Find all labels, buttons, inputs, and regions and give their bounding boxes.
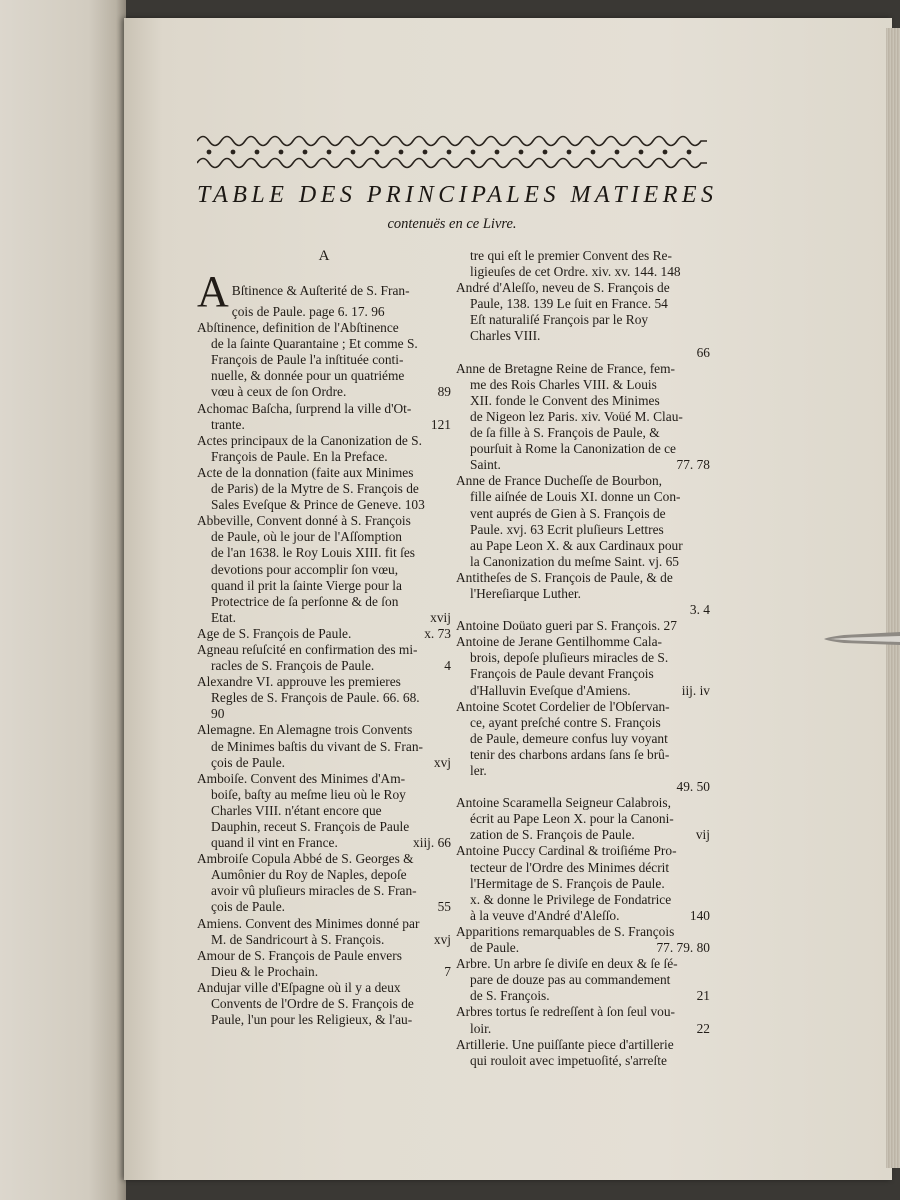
entry-text: Apparitions remarquables de S. François bbox=[456, 923, 675, 939]
entry-text: André d'Aleſſo, neveu de S. François de bbox=[456, 280, 670, 296]
index-entry-line bbox=[456, 988, 710, 1004]
entry-text: zation de S. François de Paule. bbox=[470, 827, 635, 843]
entry-text: de Nigeon lez Paris. xiv. Voüé M. Clau- bbox=[470, 408, 683, 424]
page-reference: vij bbox=[695, 827, 710, 843]
entry-text: Convents de l'Ordre de S. François de bbox=[211, 996, 414, 1012]
entry-text: me des Rois Charles VIII. & Louis bbox=[470, 376, 657, 392]
index-entry-line bbox=[197, 706, 451, 722]
entry-text: Charles VIII. n'étant encore que bbox=[211, 802, 382, 818]
entry-text: Actes principaux de la Canonization de S. bbox=[197, 432, 422, 448]
entry-text: Aumônier du Roy de Naples, depoſe bbox=[211, 867, 407, 883]
index-entry-line bbox=[456, 248, 710, 264]
index-entry-line bbox=[456, 715, 710, 731]
index-entry-line bbox=[456, 972, 710, 988]
entry-text: Ambroiſe Copula Abbé de S. Georges & bbox=[197, 851, 414, 867]
entry-text: de S. François. bbox=[470, 988, 550, 1004]
entry-text: au Pape Leon X. & aux Cardinaux pour bbox=[470, 537, 683, 553]
page-reference: iij. iv bbox=[681, 682, 710, 698]
entry-text: Paule, l'un pour les Religieux, & l'au- bbox=[211, 1012, 413, 1028]
entry-text: écrit au Pape Leon X. pour la Canoni- bbox=[470, 811, 674, 827]
index-entry-line bbox=[456, 827, 710, 843]
index-entry-line bbox=[456, 602, 710, 618]
entry-text: M. de Sandricourt à S. François. bbox=[211, 931, 385, 947]
entry-text: Antoine Doüato gueri par S. François. 27 bbox=[456, 618, 677, 634]
entry-text: pare de douze pas au commandement bbox=[470, 972, 671, 988]
entry-text: Dieu & le Prochain. bbox=[211, 963, 319, 979]
index-entry-line bbox=[456, 650, 710, 666]
entry-text bbox=[470, 779, 473, 794]
entry-text: loir. bbox=[470, 1020, 492, 1036]
index-entry-line bbox=[197, 626, 451, 642]
index-entry-line bbox=[456, 924, 710, 940]
index-entry-line bbox=[456, 554, 710, 570]
entry-text: ce, ayant preſché contre S. François bbox=[470, 714, 661, 730]
entry-text: Saint. bbox=[470, 457, 501, 473]
index-entry-line bbox=[197, 803, 451, 819]
entry-text bbox=[470, 345, 473, 360]
index-entry-line bbox=[456, 296, 710, 312]
entry-text: Alexandre VI. approuve les premieres bbox=[197, 674, 401, 690]
drop-cap-letter: A bbox=[197, 267, 229, 316]
entry-text: de ſa fille à S. François de Paule, & bbox=[470, 425, 660, 441]
index-entry-line bbox=[197, 497, 451, 513]
entry-text: Amboiſe. Convent des Minimes d'Am- bbox=[197, 770, 406, 786]
page-reference: 7 bbox=[444, 963, 451, 979]
right-entry-list bbox=[456, 248, 710, 1069]
entry-text: Alemagne. En Alemagne trois Convents bbox=[197, 722, 413, 738]
entry-text: Bſtinence & Auſterité de S. Fran- bbox=[231, 283, 410, 298]
entry-text: brois, depoſe pluſieurs miracles de S. bbox=[470, 650, 669, 666]
index-entry-line bbox=[197, 771, 451, 787]
page-reference: 22 bbox=[696, 1020, 710, 1036]
index-entry-line bbox=[456, 489, 710, 505]
index-entry-line bbox=[197, 674, 451, 690]
page-reference: x. 73 bbox=[424, 625, 451, 641]
index-entry-line bbox=[456, 264, 710, 280]
entry-text: de Paris) de la Mytre de S. François de bbox=[211, 481, 419, 497]
entry-text: x. & donne le Privilege de Fondatrice bbox=[470, 891, 672, 907]
entry-text: Antoine Scaramella Seigneur Calabrois, bbox=[456, 795, 671, 811]
index-entry-line bbox=[197, 932, 451, 948]
index-entry-line bbox=[197, 899, 451, 915]
index-entry-line bbox=[456, 892, 710, 908]
entry-text: çois de Paule. page 6. 17. 96 bbox=[231, 304, 385, 319]
index-entry-line bbox=[456, 1021, 710, 1037]
page-reference: 140 bbox=[689, 907, 710, 923]
entry-text: XII. fonde le Convent des Minimes bbox=[470, 392, 660, 408]
entry-text: Age de S. François de Paule. bbox=[197, 625, 352, 641]
page-reference: 55 bbox=[437, 899, 451, 915]
entry-text: qui rouloit avec impetuoſité, s'arreſte bbox=[470, 1052, 667, 1068]
index-entry-line bbox=[456, 441, 710, 457]
index-entry-line bbox=[456, 345, 710, 361]
entry-text: Antitheſes de S. François de Paule, & de bbox=[456, 569, 673, 585]
index-entry-line bbox=[456, 843, 710, 859]
decorative-header-band bbox=[197, 130, 707, 174]
index-entry-line bbox=[456, 763, 710, 779]
index-entry-line bbox=[197, 739, 451, 755]
entry-text: Paule, 138. 139 Le ſuit en France. 54 bbox=[470, 296, 668, 312]
entry-text: François de Paule. En la Preface. bbox=[211, 448, 388, 464]
index-column-left bbox=[197, 240, 451, 1028]
entry-text: Anne de Bretagne Reine de France, fem- bbox=[456, 360, 675, 376]
left-page-edge bbox=[0, 0, 126, 1200]
page-reference: 21 bbox=[696, 988, 710, 1004]
entry-text: Regles de S. François de Paule. 66. 68. bbox=[211, 690, 420, 706]
entry-text: de l'an 1638. le Roy Louis XIII. fit ſes bbox=[211, 545, 415, 561]
index-entry-line bbox=[197, 964, 451, 980]
entry-text: Dauphin, receut S. François de Paule bbox=[211, 819, 410, 834]
index-entry-line bbox=[197, 513, 451, 529]
index-column-right bbox=[456, 248, 710, 1069]
entry-text: ligieuſes de cet Ordre. xiv. xv. 144. 148 bbox=[470, 264, 681, 280]
index-entry-line bbox=[197, 851, 451, 867]
index-entry-line bbox=[197, 722, 451, 738]
index-entry-line bbox=[456, 522, 710, 538]
index-entry-line bbox=[456, 425, 710, 441]
index-entry-line bbox=[456, 908, 710, 924]
index-entry-line bbox=[197, 417, 451, 433]
index-entry-line bbox=[197, 578, 451, 594]
index-entry-line bbox=[197, 481, 451, 497]
entry-text: boiſe, baſty au meſme lieu où le Roy bbox=[211, 786, 406, 802]
index-entry-line bbox=[197, 352, 451, 368]
entry-text: avoir vû pluſieurs miracles de S. Fran- bbox=[211, 883, 417, 899]
page-reference: 49. 50 bbox=[676, 779, 710, 795]
entry-text: Antoine Puccy Cardinal & troiſiéme Pro- bbox=[456, 843, 677, 859]
entry-text: Achomac Baſcha, ſurprend la ville d'Ot- bbox=[197, 400, 412, 416]
index-entry-line bbox=[197, 690, 451, 706]
index-entry-line bbox=[456, 699, 710, 715]
entry-text: quand il prit la ſainte Vierge pour la bbox=[211, 577, 402, 593]
entry-text bbox=[470, 602, 473, 617]
entry-text: tenir des charbons ardans ſans ſe brû- bbox=[470, 746, 670, 762]
entry-text: Andujar ville d'Eſpagne où il y a deux bbox=[197, 979, 401, 995]
page-reference: xvj bbox=[433, 931, 451, 947]
entry-text: l'Hereſiarque Luther. bbox=[470, 585, 581, 601]
index-entry-line bbox=[197, 304, 451, 320]
index-entry-line bbox=[456, 731, 710, 747]
index-entry-line bbox=[197, 449, 451, 465]
index-entry-line bbox=[456, 570, 710, 586]
entry-text: Abſtinence, definition de l'Abſtinence bbox=[197, 320, 399, 336]
entry-text: Amiens. Convent des Minimes donné par bbox=[197, 915, 420, 931]
entry-text: Sales Eveſque & Prince de Geneve. 103 bbox=[211, 497, 425, 513]
entry-text: devotions pour accomplir ſon vœu, bbox=[211, 561, 399, 577]
index-entry-line bbox=[197, 916, 451, 932]
index-entry-line bbox=[456, 1037, 710, 1053]
entry-text: Anne de France Ducheſſe de Bourbon, bbox=[456, 473, 662, 489]
index-entry-line bbox=[456, 280, 710, 296]
entry-text: Amour de S. François de Paule envers bbox=[197, 947, 402, 963]
index-entry-line bbox=[197, 384, 451, 400]
index-entry-line bbox=[456, 634, 710, 650]
index-entry-line bbox=[197, 996, 451, 1012]
page-reference: 89 bbox=[437, 384, 451, 400]
index-entry-line bbox=[456, 940, 710, 956]
entry-text: quand il vint en France. bbox=[211, 835, 338, 851]
entry-text: tecteur de l'Ordre des Minimes décrit bbox=[470, 859, 670, 875]
page-reference: 3. 4 bbox=[689, 602, 710, 618]
entry-text: Arbre. Un arbre ſe diviſe en deux & ſe ſé- bbox=[456, 956, 678, 972]
index-entry-line bbox=[456, 328, 710, 344]
entry-text: pourſuit à Rome la Canonization de ce bbox=[470, 441, 677, 457]
page-reference: 77. 78 bbox=[676, 457, 710, 473]
section-letter: A bbox=[318, 248, 330, 264]
entry-text: Antoine Scotet Cordelier de l'Obſervan- bbox=[456, 698, 670, 714]
entry-text: de Minimes baſtis du vivant de S. Fran- bbox=[211, 738, 423, 754]
entry-text: Etat. bbox=[211, 609, 236, 625]
index-entry-line bbox=[456, 393, 710, 409]
index-entry-line bbox=[456, 779, 710, 795]
index-entry-line bbox=[456, 683, 710, 699]
index-entry-line bbox=[197, 368, 451, 384]
page-reference: 121 bbox=[430, 416, 451, 432]
index-entry-line bbox=[456, 666, 710, 682]
page-subtitle: contenuës en ce Livre. bbox=[387, 216, 517, 232]
entry-text: d'Halluvin Eveſque d'Amiens. bbox=[470, 682, 631, 698]
index-entry-line bbox=[456, 361, 710, 377]
entry-text: fille aiſnée de Louis XI. donne un Con- bbox=[470, 489, 681, 505]
page-reference: xvij bbox=[430, 609, 451, 625]
index-entry-line bbox=[197, 336, 451, 352]
entry-text: la Canonization du meſme Saint. vj. 65 bbox=[470, 553, 680, 569]
entry-text: l'Hermitage de S. François de Paule. bbox=[470, 875, 665, 891]
index-entry-line bbox=[197, 787, 451, 803]
page-reference: 4 bbox=[444, 658, 451, 674]
entry-text: Acte de la donnation (faite aux Minimes bbox=[197, 464, 414, 480]
entry-text: Arbres tortus ſe redreſſent à ſon ſeul vou- bbox=[456, 1004, 676, 1020]
index-entry-line bbox=[456, 506, 710, 522]
entry-text: Protectrice de ſa perſonne & de ſon bbox=[211, 593, 399, 609]
page-stack-edge bbox=[886, 28, 900, 1168]
index-entry-line bbox=[197, 1012, 451, 1028]
entry-text: vœu à ceux de ſon Ordre. bbox=[211, 384, 347, 400]
index-entry-line bbox=[456, 1053, 710, 1069]
index-entry-line bbox=[456, 586, 710, 602]
entry-text: Agneau reſuſcité en confirmation des mi- bbox=[197, 641, 418, 657]
index-entry-line bbox=[197, 529, 451, 545]
index-entry-line bbox=[456, 377, 710, 393]
index-entry-line bbox=[456, 795, 710, 811]
index-entry-line bbox=[197, 867, 451, 883]
index-entry-line bbox=[197, 883, 451, 899]
index-entry-line bbox=[197, 401, 451, 417]
index-entry-line bbox=[456, 618, 710, 634]
entry-text: çois de Paule. bbox=[211, 899, 286, 915]
index-entry-line bbox=[456, 409, 710, 425]
entry-text: Abbeville, Convent donné à S. François bbox=[197, 513, 411, 529]
entry-text: de la ſainte Quarantaine ; Et comme S. bbox=[211, 336, 418, 352]
page-reference: 77. 79. 80 bbox=[656, 940, 710, 956]
index-entry-line bbox=[456, 811, 710, 827]
page-reference: xvj bbox=[433, 754, 451, 770]
entry-text: trante. bbox=[211, 416, 245, 432]
index-entry-line bbox=[197, 433, 451, 449]
entry-text: Antoine de Jerane Gentilhomme Cala- bbox=[456, 634, 662, 650]
index-entry-line bbox=[197, 465, 451, 481]
index-entry-line bbox=[197, 545, 451, 561]
entry-text: Charles VIII. bbox=[470, 328, 541, 344]
index-entry-line bbox=[197, 755, 451, 771]
entry-text: de Paule. bbox=[470, 940, 520, 956]
index-entry-line bbox=[456, 747, 710, 763]
entry-text: à la veuve d'André d'Aleſſo. bbox=[470, 907, 620, 923]
index-entry-line bbox=[456, 457, 710, 473]
index-entry-line bbox=[456, 956, 710, 972]
metal-bookmark-clip bbox=[822, 628, 900, 648]
index-entry-line bbox=[197, 642, 451, 658]
entry-text: Paule. xvj. 63 Ecrit pluſieurs Lettres bbox=[470, 521, 664, 537]
page-title: TABLE DES PRINCIPALES MATIERES bbox=[197, 182, 718, 208]
entry-text: çois de Paule. bbox=[211, 754, 286, 770]
index-entry-line bbox=[197, 562, 451, 578]
index-entry-line bbox=[456, 538, 710, 554]
entry-text: Artillerie. Une puiſſante piece d'artillerie bbox=[456, 1036, 674, 1052]
left-entry-list bbox=[197, 267, 451, 1028]
entry-text: Eſt naturaliſé François par le Roy bbox=[470, 312, 649, 328]
entry-text: François de Paule l'a inſtituée conti- bbox=[211, 352, 404, 368]
entry-text: ler. bbox=[470, 763, 487, 778]
index-entry-line bbox=[456, 876, 710, 892]
index-entry-line bbox=[197, 320, 451, 336]
index-entry-line bbox=[197, 948, 451, 964]
entry-text: François de Paule devant François bbox=[470, 666, 654, 682]
index-entry-line bbox=[456, 860, 710, 876]
entry-text: 90 bbox=[211, 706, 225, 722]
index-entry-line bbox=[456, 473, 710, 489]
index-entry-line bbox=[197, 658, 451, 674]
page-reference: xiij. 66 bbox=[413, 835, 451, 851]
entry-text: racles de S. François de Paule. bbox=[211, 658, 375, 674]
entry-text: de Paule, où le jour de l'Aſſomption bbox=[211, 529, 402, 545]
index-entry-line bbox=[197, 835, 451, 851]
index-entry-line bbox=[197, 594, 451, 610]
index-entry-line bbox=[197, 610, 451, 626]
index-entry-line bbox=[456, 312, 710, 328]
entry-text: nuelle, & donnée pour un quatriéme bbox=[211, 368, 405, 384]
entry-text: de Paule, demeure confus luy voyant bbox=[470, 730, 668, 746]
index-entry-line bbox=[456, 1004, 710, 1020]
entry-text: vent auprés de Gien à S. François de bbox=[470, 505, 666, 521]
index-entry-line bbox=[197, 980, 451, 996]
index-entry-line bbox=[197, 819, 451, 835]
page-reference: 66 bbox=[696, 344, 710, 360]
entry-text: tre qui eſt le premier Convent des Re- bbox=[470, 248, 672, 263]
